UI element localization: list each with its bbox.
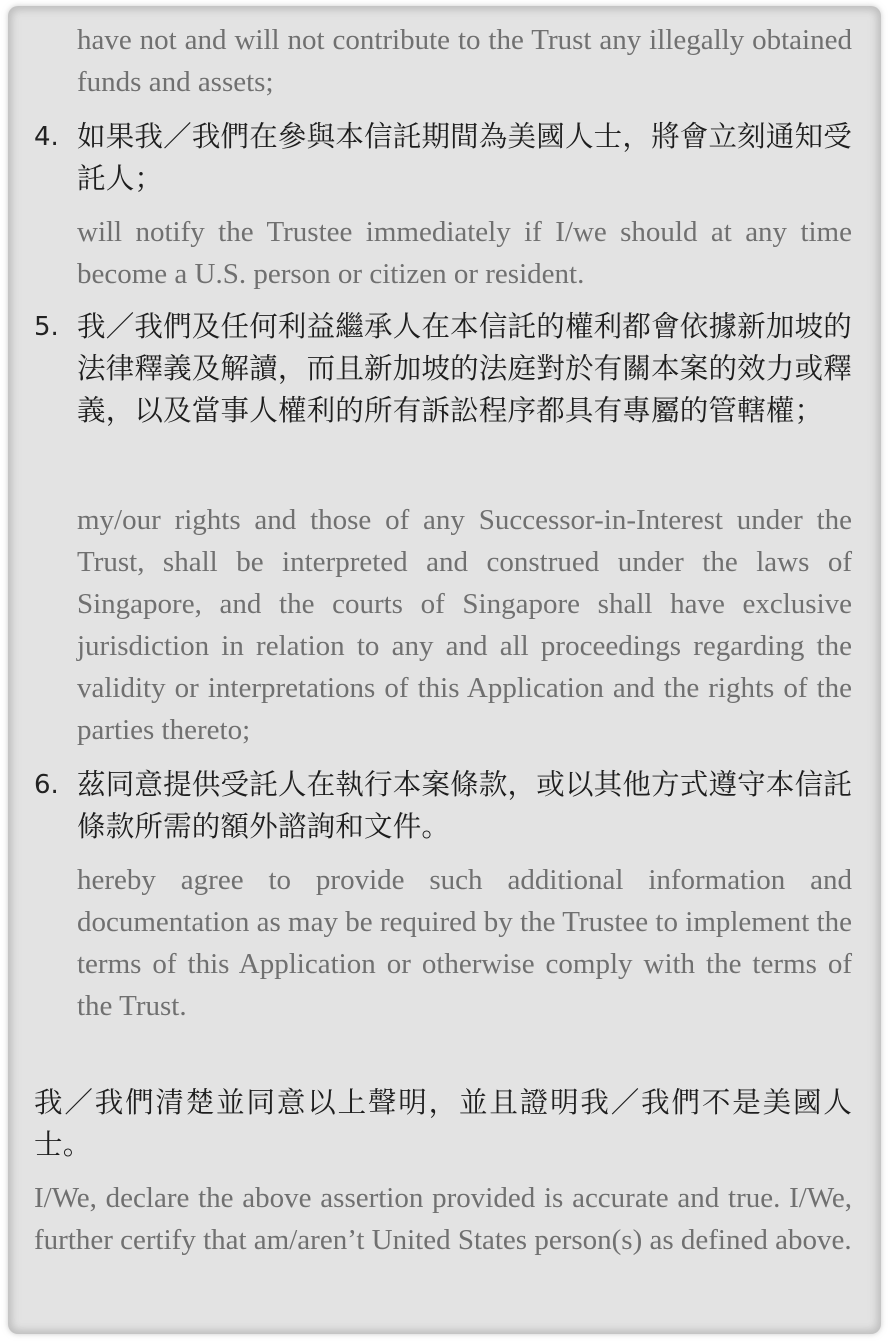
declaration-chinese-text: 我／我們清楚並同意以上聲明，並且證明我／我們不是美國人士。 xyxy=(34,1086,852,1161)
item-english-text: hereby agree to provide such additional information and documentation as may be required by the Trustee to implement the terms of this Application or otherwise comply with the terms of the Trust. xyxy=(77,864,852,1022)
item-number: 4. xyxy=(34,122,59,152)
item-english-text: my/our rights and those of any Successor-in-Interest under the Trust, shall be interpreted and construed under the laws of Singapore, and the courts of Singapore shall have exclusive jurisdiction in relation to any and all proceedings regarding the validity or interpretations of this Application and the rights of the parties thereto; xyxy=(77,504,852,746)
declaration-english-text: I/We, declare the above assertion provided is accurate and true. I/We, further certify that am/aren’t United States person(s) as defined above. xyxy=(34,1182,852,1256)
item-chinese-text: 如果我／我們在參與本信託期間為美國人士，將會立刻通知受託人； xyxy=(77,120,852,195)
intro-english-text: have not and will not contribute to the Trust any illegally obtained funds and assets; xyxy=(77,24,852,98)
item-chinese-text: 茲同意提供受託人在執行本案條款，或以其他方式遵守本信託條款所需的額外諮詢和文件。 xyxy=(77,768,852,843)
item-chinese-text: 我／我們及任何利益繼承人在本信託的權利都會依據新加坡的法律釋義及解讀，而且新加坡的法庭對於有關本案的效力或釋義，以及當事人權利的所有訴訟程序都具有專屬的管轄權； xyxy=(77,310,852,427)
item-number: 6. xyxy=(34,770,59,800)
item-english-text: will notify the Trustee immediately if I/we should at any time become a U.S. person or citizen or resident. xyxy=(77,216,852,290)
item-number: 5. xyxy=(34,312,59,342)
